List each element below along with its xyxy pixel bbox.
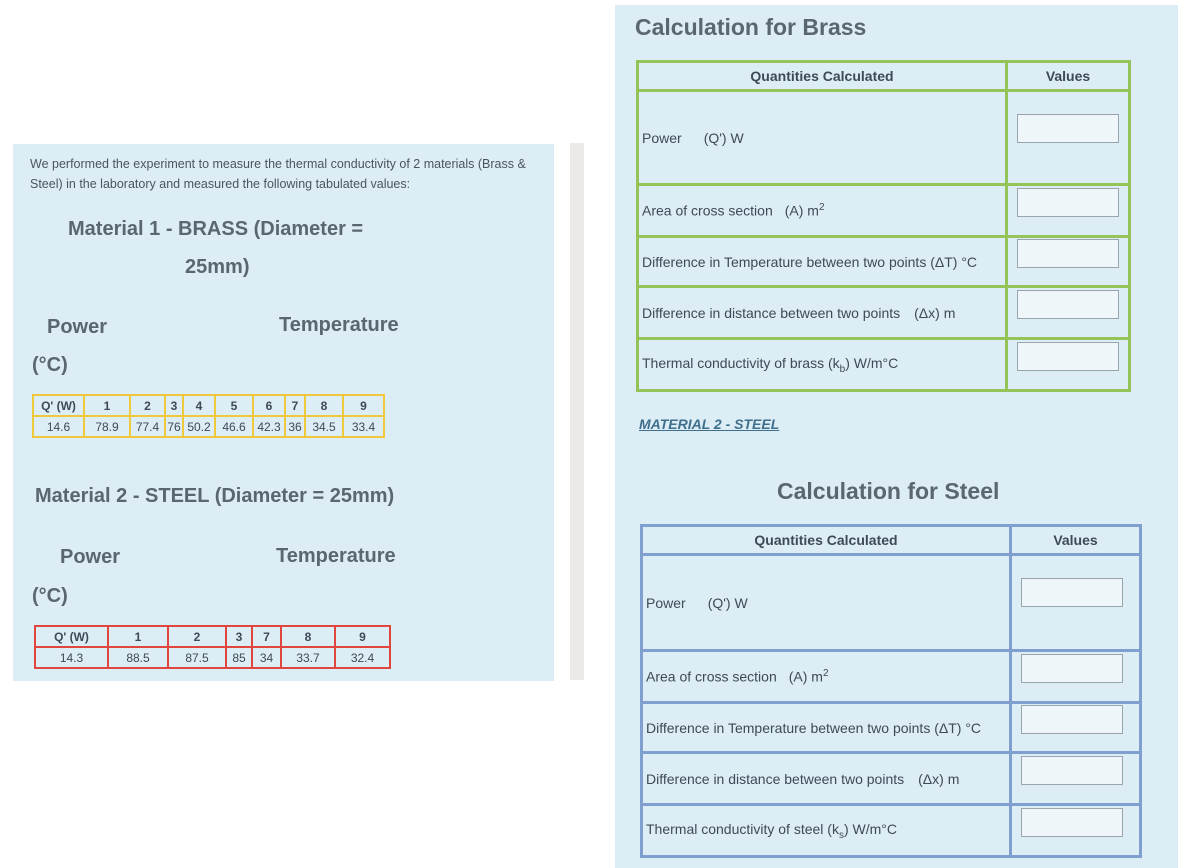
quantity-label <box>638 91 1007 185</box>
area-value-input[interactable] <box>1017 188 1119 217</box>
brass-data-table <box>32 394 385 438</box>
table-cell: 14.6 <box>33 416 84 437</box>
table-cell: 42.3 <box>253 416 285 437</box>
quantity-label: Difference in Temperature between two points (ΔT) °C <box>642 703 1011 753</box>
table-row <box>33 416 384 437</box>
k-name: Thermal conductivity of steel (k <box>646 820 839 837</box>
table-cell: 7 <box>285 395 305 416</box>
table-header-row <box>35 626 390 647</box>
brass-heading-cont: 25mm) <box>185 256 250 278</box>
calculation-panel <box>615 5 1178 868</box>
table-header-row <box>33 395 384 416</box>
power-value-input[interactable] <box>1021 578 1123 607</box>
table-cell: 87.5 <box>168 647 226 668</box>
steel-temperature-label: Temperature <box>276 545 396 567</box>
table-cell: 5 <box>215 395 253 416</box>
table-cell: 33.7 <box>281 647 335 668</box>
quantities-header: Quantities Calculated <box>642 526 1011 555</box>
brass-power-label: Power <box>47 316 108 338</box>
k-subscript: b <box>839 363 846 375</box>
distance-name: Difference in distance between two points <box>646 770 905 787</box>
table-row <box>638 237 1130 287</box>
quantity-label <box>638 287 1007 339</box>
power-name: Power <box>646 594 686 611</box>
table-cell: 46.6 <box>215 416 253 437</box>
area-name: Area of cross section <box>642 202 773 219</box>
table-row <box>638 339 1130 391</box>
table-cell: 1 <box>108 626 168 647</box>
table-row <box>638 287 1130 339</box>
thermal-conductivity-value-input[interactable] <box>1017 342 1119 371</box>
intro-text: We performed the experiment to measure the thermal conductivity of 2 materials (Brass & Steel) in the laboratory and measured the following tabulated values: <box>30 157 526 191</box>
table-row <box>638 185 1130 237</box>
table-cell: 33.4 <box>343 416 384 437</box>
distance-symbol: (Δx) m <box>914 304 956 321</box>
distance-symbol: (Δx) m <box>918 770 960 787</box>
steel-calc-title: Calculation for Steel <box>777 478 1000 504</box>
material-2-steel-link[interactable]: MATERIAL 2 - STEEL <box>639 416 780 432</box>
steel-heading: Material 2 - STEEL (Diameter = 25mm) <box>35 485 395 507</box>
table-cell: 34.5 <box>305 416 343 437</box>
power-symbol: (Q') W <box>707 594 748 611</box>
table-cell: 9 <box>335 626 390 647</box>
quantity-label <box>642 753 1011 805</box>
k-subscript: s <box>838 829 844 841</box>
table-row <box>638 91 1130 185</box>
table-cell: 36 <box>285 416 305 437</box>
quantity-label <box>638 185 1007 237</box>
table-row <box>642 555 1141 651</box>
table-cell: 85 <box>226 647 252 668</box>
data-panel <box>13 144 554 681</box>
table-cell: 88.5 <box>108 647 168 668</box>
steel-calc-table <box>640 524 1142 858</box>
table-cell: 1 <box>84 395 130 416</box>
distance-name: Difference in distance between two points <box>642 304 901 321</box>
table-cell: 14.3 <box>35 647 108 668</box>
table-header-row <box>642 526 1141 555</box>
table-cell: 3 <box>226 626 252 647</box>
brass-calc-table <box>636 60 1131 392</box>
area-value-input[interactable] <box>1021 654 1123 683</box>
table-cell: 8 <box>305 395 343 416</box>
brass-heading: Material 1 - BRASS (Diameter = <box>68 218 364 240</box>
table-cell: 50.2 <box>183 416 215 437</box>
distance-difference-value-input[interactable] <box>1021 756 1123 785</box>
table-cell: 7 <box>252 626 281 647</box>
table-row <box>35 647 390 668</box>
power-symbol: (Q') W <box>703 129 744 146</box>
table-cell: 4 <box>183 395 215 416</box>
power-value-input[interactable] <box>1017 114 1119 143</box>
temp-difference-value-input[interactable] <box>1021 705 1123 734</box>
area-exponent: 2 <box>818 202 825 214</box>
quantity-label <box>642 805 1011 857</box>
scrollbar[interactable] <box>570 143 584 680</box>
k-unit: ) W/m°C <box>845 354 899 371</box>
table-cell: 76 <box>165 416 183 437</box>
table-cell: 9 <box>343 395 384 416</box>
quantity-label <box>642 651 1011 703</box>
thermal-conductivity-value-input[interactable] <box>1021 808 1123 837</box>
table-cell: 6 <box>253 395 285 416</box>
steel-unit-label: (°C) <box>32 585 68 607</box>
table-row <box>642 651 1141 703</box>
table-header-row <box>638 62 1130 91</box>
brass-temperature-label: Temperature <box>279 314 399 336</box>
values-header: Values <box>1007 62 1130 91</box>
table-cell: Q' (W) <box>35 626 108 647</box>
steel-power-label: Power <box>60 546 121 568</box>
steel-data-table <box>34 625 391 669</box>
temp-difference-value-input[interactable] <box>1017 239 1119 268</box>
power-name: Power <box>642 129 682 146</box>
table-cell: 32.4 <box>335 647 390 668</box>
values-header: Values <box>1011 526 1141 555</box>
table-cell: 34 <box>252 647 281 668</box>
table-cell: Q' (W) <box>33 395 84 416</box>
k-name: Thermal conductivity of brass (k <box>642 354 840 371</box>
table-cell: 2 <box>168 626 226 647</box>
k-unit: ) W/m°C <box>843 820 897 837</box>
area-symbol: (A) m <box>788 668 823 685</box>
table-row <box>642 805 1141 857</box>
area-name: Area of cross section <box>646 668 777 685</box>
area-symbol: (A) m <box>784 202 819 219</box>
table-cell: 8 <box>281 626 335 647</box>
quantities-header: Quantities Calculated <box>638 62 1007 91</box>
table-cell: 77.4 <box>130 416 165 437</box>
table-cell: 2 <box>130 395 165 416</box>
distance-difference-value-input[interactable] <box>1017 290 1119 319</box>
table-row <box>642 703 1141 753</box>
table-row <box>642 753 1141 805</box>
quantity-label <box>642 555 1011 651</box>
table-cell: 78.9 <box>84 416 130 437</box>
quantity-label: Difference in Temperature between two points (ΔT) °C <box>638 237 1007 287</box>
brass-calc-title: Calculation for Brass <box>635 14 867 40</box>
brass-unit-label: (°C) <box>32 354 68 376</box>
table-cell: 3 <box>165 395 183 416</box>
quantity-label <box>638 339 1007 391</box>
area-exponent: 2 <box>822 668 829 680</box>
